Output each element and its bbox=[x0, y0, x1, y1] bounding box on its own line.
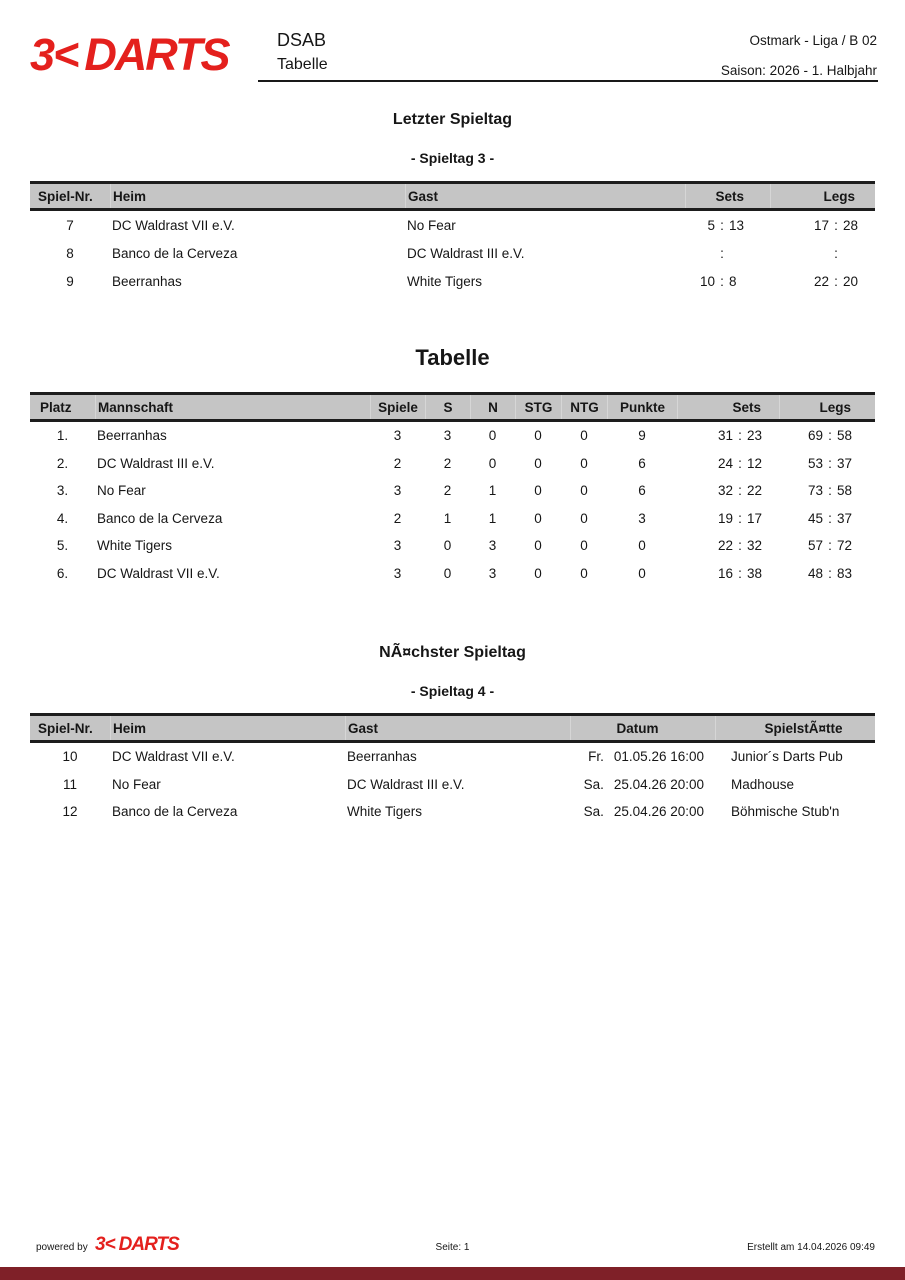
points: 6 bbox=[638, 455, 646, 471]
team-name: White Tigers bbox=[97, 538, 173, 554]
ntg: 0 bbox=[580, 510, 588, 526]
col-header-gast: Gast bbox=[405, 184, 685, 208]
logo-word: DARTS bbox=[84, 29, 229, 80]
col-header-spielstaette: SpielstÃ¤tte bbox=[715, 716, 875, 740]
match-date bbox=[570, 798, 715, 826]
standings-row bbox=[30, 505, 875, 533]
date-time: 25.04.26 20:00 bbox=[613, 776, 704, 792]
date-time: 25.04.26 20:00 bbox=[613, 804, 704, 820]
weekday: Fr. bbox=[588, 749, 604, 765]
guest-team: No Fear bbox=[407, 217, 456, 233]
logo-3k-icon: 3< bbox=[30, 29, 78, 80]
fixture-row bbox=[30, 771, 875, 799]
sets-score: 16 : 38 bbox=[717, 565, 763, 581]
rank: 1. bbox=[56, 428, 69, 444]
score-colon: : bbox=[738, 538, 742, 554]
points: 0 bbox=[638, 538, 646, 554]
sets-score: 5 : 13 bbox=[707, 217, 745, 233]
logo-word: DARTS bbox=[118, 1234, 179, 1255]
score-colon: : bbox=[720, 273, 724, 289]
stg: 0 bbox=[534, 538, 542, 554]
wins: 0 bbox=[443, 538, 452, 554]
losses: 1 bbox=[488, 483, 497, 499]
standings-row bbox=[30, 422, 875, 450]
losses: 0 bbox=[488, 455, 497, 471]
section-subtitle-matchday-4: - Spieltag 4 - bbox=[410, 683, 495, 699]
home-team: DC Waldrast VII e.V. bbox=[112, 217, 235, 233]
match-number: 11 bbox=[62, 776, 77, 792]
match-date bbox=[570, 743, 715, 771]
col-header-legs: Legs bbox=[779, 395, 875, 419]
venue: Madhouse bbox=[731, 776, 795, 792]
games: 3 bbox=[393, 565, 402, 581]
col-header-legs: Legs bbox=[770, 184, 875, 208]
rank: 5. bbox=[56, 538, 69, 554]
match-row bbox=[30, 267, 875, 295]
sets-score bbox=[685, 239, 770, 267]
match-row bbox=[30, 211, 875, 239]
home-team: DC Waldrast VII e.V. bbox=[112, 749, 235, 765]
organisation-name: DSAB bbox=[277, 30, 327, 50]
col-header-gast: Gast bbox=[345, 716, 570, 740]
legs-score: 69 : 58 bbox=[807, 428, 853, 444]
legs-score: 22 : 20 bbox=[813, 273, 859, 289]
wins: 3 bbox=[443, 428, 452, 444]
home-team: Banco de la Cerveza bbox=[112, 245, 238, 261]
match-number: 7 bbox=[66, 217, 74, 233]
guest-team: White Tigers bbox=[407, 273, 483, 289]
games: 3 bbox=[393, 428, 402, 444]
team-name: DC Waldrast III e.V. bbox=[97, 455, 215, 471]
sets-score: 10 : 8 bbox=[699, 273, 737, 289]
table-header-row bbox=[30, 392, 875, 422]
weekday: Sa. bbox=[583, 776, 604, 792]
wins: 2 bbox=[443, 483, 452, 499]
points: 0 bbox=[638, 565, 646, 581]
brand-logo bbox=[30, 29, 229, 80]
standings-row bbox=[30, 560, 875, 588]
score-colon: : bbox=[834, 273, 838, 289]
col-header-spielnr: Spiel-Nr. bbox=[38, 188, 93, 204]
section-title-next-matchday: NÃ¤chster Spieltag bbox=[379, 644, 526, 661]
sets-score: 19 : 17 bbox=[717, 510, 763, 526]
col-header-ntg: NTG bbox=[561, 395, 607, 419]
col-header-mannschaft: Mannschaft bbox=[95, 395, 370, 419]
points: 9 bbox=[638, 428, 646, 444]
team-name: Beerranhas bbox=[97, 428, 167, 444]
standings-row bbox=[30, 450, 875, 478]
legs-score: 53 : 37 bbox=[807, 455, 853, 471]
score-colon: : bbox=[834, 245, 838, 261]
sets-score: 22 : 32 bbox=[717, 538, 763, 554]
score-colon: : bbox=[834, 217, 838, 233]
ntg: 0 bbox=[580, 428, 588, 444]
ntg: 0 bbox=[580, 455, 588, 471]
table-header-row bbox=[30, 181, 875, 211]
games: 2 bbox=[393, 455, 402, 471]
points: 3 bbox=[638, 510, 646, 526]
legs-score: 57 : 72 bbox=[807, 538, 853, 554]
points: 6 bbox=[638, 483, 646, 499]
legs-score bbox=[770, 239, 875, 267]
season-label: Saison: 2026 - 1. Halbjahr bbox=[720, 63, 877, 78]
ntg: 0 bbox=[580, 538, 588, 554]
wins: 2 bbox=[443, 455, 452, 471]
col-header-punkte: Punkte bbox=[607, 395, 677, 419]
col-header-heim: Heim bbox=[110, 184, 405, 208]
bottom-accent-bar bbox=[0, 1267, 905, 1280]
section-subtitle-matchday-3: - Spieltag 3 - bbox=[410, 150, 495, 166]
col-header-s: S bbox=[425, 395, 470, 419]
rank: 3. bbox=[56, 483, 69, 499]
guest-team: White Tigers bbox=[347, 804, 423, 820]
venue: Böhmische Stub'n bbox=[731, 804, 840, 820]
sets-score: 32 : 22 bbox=[717, 483, 763, 499]
games: 2 bbox=[393, 510, 402, 526]
legs-score: 45 : 37 bbox=[807, 510, 853, 526]
wins: 1 bbox=[443, 510, 452, 526]
legs-score: 73 : 58 bbox=[807, 483, 853, 499]
home-team: Beerranhas bbox=[112, 273, 182, 289]
stg: 0 bbox=[534, 483, 542, 499]
rank: 6. bbox=[56, 565, 69, 581]
col-header-spielnr: Spiel-Nr. bbox=[38, 720, 93, 736]
team-name: No Fear bbox=[97, 483, 146, 499]
col-header-platz: Platz bbox=[40, 399, 72, 415]
wins: 0 bbox=[443, 565, 452, 581]
score-colon: : bbox=[828, 565, 832, 581]
score-colon: : bbox=[828, 538, 832, 554]
league-label: Ostmark - Liga / B 02 bbox=[749, 33, 877, 48]
ntg: 0 bbox=[580, 483, 588, 499]
rank: 4. bbox=[56, 510, 69, 526]
team-name: DC Waldrast VII e.V. bbox=[97, 565, 220, 581]
standings-row bbox=[30, 532, 875, 560]
score-colon: : bbox=[828, 455, 832, 471]
created-timestamp: Erstellt am 14.04.2026 09:49 bbox=[747, 1242, 875, 1253]
score-colon: : bbox=[828, 510, 832, 526]
table-header-row bbox=[30, 713, 875, 743]
guest-team: Beerranhas bbox=[347, 749, 417, 765]
standings-table bbox=[30, 392, 875, 587]
score-colon: : bbox=[738, 565, 742, 581]
home-team: Banco de la Cerveza bbox=[112, 804, 238, 820]
ntg: 0 bbox=[580, 565, 588, 581]
weekday: Sa. bbox=[583, 804, 604, 820]
section-title-last-matchday: Letzter Spieltag bbox=[392, 111, 513, 128]
fixture-row bbox=[30, 798, 875, 826]
col-header-spiele: Spiele bbox=[370, 395, 425, 419]
match-number: 12 bbox=[62, 804, 78, 820]
score-colon: : bbox=[738, 428, 742, 444]
legs-score: 17 : 28 bbox=[813, 217, 859, 233]
logo-3k-icon: 3< bbox=[95, 1234, 115, 1255]
match-number: 9 bbox=[66, 273, 74, 289]
losses: 0 bbox=[488, 428, 497, 444]
col-header-datum: Datum bbox=[570, 716, 715, 740]
venue: Junior´s Darts Pub bbox=[731, 749, 843, 765]
header-divider bbox=[258, 80, 878, 82]
score-colon: : bbox=[738, 483, 742, 499]
document-title: Tabelle bbox=[277, 56, 328, 73]
col-header-n: N bbox=[470, 395, 515, 419]
col-header-sets: Sets bbox=[677, 395, 779, 419]
col-header-heim: Heim bbox=[110, 716, 345, 740]
sets-score: 31 : 23 bbox=[717, 428, 763, 444]
fixture-row bbox=[30, 743, 875, 771]
col-header-stg: STG bbox=[515, 395, 561, 419]
stg: 0 bbox=[534, 510, 542, 526]
games: 3 bbox=[393, 483, 402, 499]
page-number: Seite: 1 bbox=[435, 1242, 470, 1253]
score-colon: : bbox=[738, 510, 742, 526]
losses: 1 bbox=[488, 510, 497, 526]
match-number: 8 bbox=[66, 245, 74, 261]
standings-row bbox=[30, 477, 875, 505]
next-matchday-table bbox=[30, 713, 875, 826]
score-colon: : bbox=[738, 455, 742, 471]
score-colon: : bbox=[828, 483, 832, 499]
score-colon: : bbox=[720, 245, 724, 261]
col-header-sets: Sets bbox=[685, 184, 770, 208]
section-title-standings: Tabelle bbox=[415, 345, 490, 370]
losses: 3 bbox=[488, 538, 497, 554]
team-name: Banco de la Cerveza bbox=[97, 510, 223, 526]
guest-team: DC Waldrast III e.V. bbox=[347, 776, 465, 792]
games: 3 bbox=[393, 538, 402, 554]
header-meta bbox=[721, 26, 877, 86]
stg: 0 bbox=[534, 455, 542, 471]
date-time: 01.05.26 16:00 bbox=[613, 749, 704, 765]
sets-score: 24 : 12 bbox=[717, 455, 763, 471]
score-colon: : bbox=[720, 217, 724, 233]
match-number: 10 bbox=[62, 749, 78, 765]
losses: 3 bbox=[488, 565, 497, 581]
powered-by-label: powered by bbox=[36, 1242, 88, 1253]
guest-team: DC Waldrast III e.V. bbox=[407, 245, 525, 261]
match-date bbox=[570, 771, 715, 799]
home-team: No Fear bbox=[112, 776, 161, 792]
stg: 0 bbox=[534, 565, 542, 581]
legs-score: 48 : 83 bbox=[807, 565, 853, 581]
stg: 0 bbox=[534, 428, 542, 444]
match-row bbox=[30, 239, 875, 267]
rank: 2. bbox=[56, 455, 69, 471]
last-matchday-table bbox=[30, 181, 875, 295]
score-colon: : bbox=[828, 428, 832, 444]
